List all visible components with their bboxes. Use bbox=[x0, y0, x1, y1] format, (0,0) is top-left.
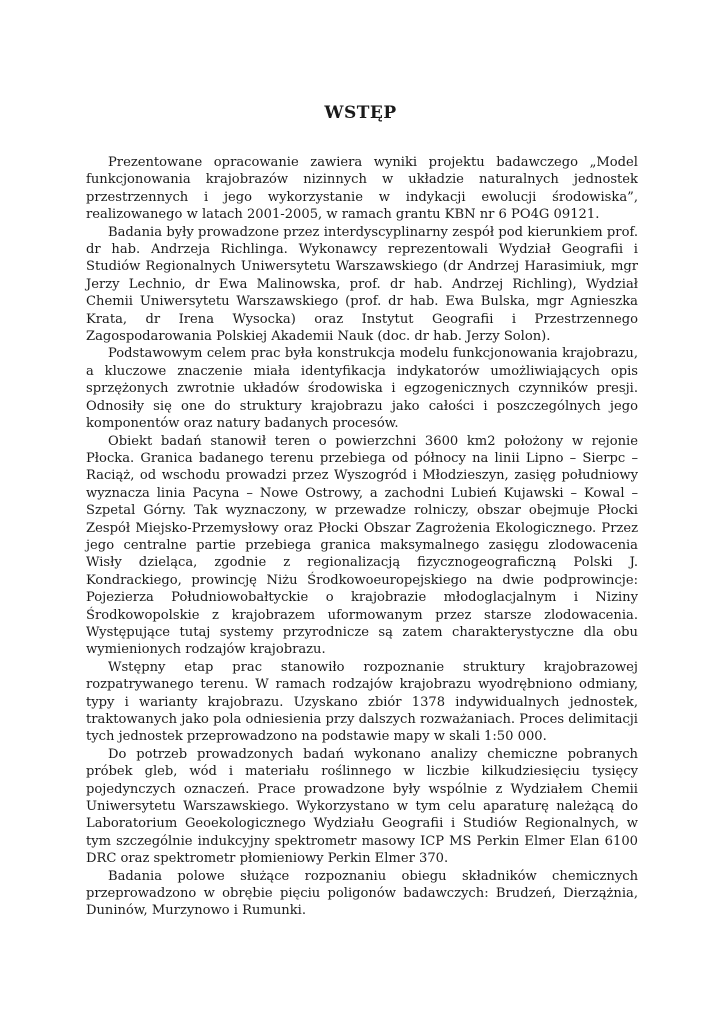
page-title: WSTĘP bbox=[324, 103, 397, 123]
paragraph-objective: Podstawowym celem prac była konstrukcja modelu funkcjonowania krajobrazu, a kluczowe znaczenie miała identyfikacja indykatorów umożliwiających opis sprzężonych zwrotnie układów środowiska i egzogenicznych czynników presji. Odnosiły się one do struktury krajobrazu jako całości i poszczególnych jego komponentów oraz natury badanych procesów. bbox=[86, 346, 638, 432]
paragraph-initial-stage: Wstępny etap prac stanowiło rozpoznanie struktury krajobrazowej rozpatrywanego terenu. W ramach rodzajów krajobrazu wyodrębniono odmiany, typy i warianty krajobrazu. Uzyskano zbiór 1378 indywidualnych jednostek, traktowanych jako pola odniesienia przy dalszych rozważaniach. Proces delimitacji tych jednostek przeprowadzono na podstawie mapy w skali 1:50 000. bbox=[86, 659, 638, 745]
paragraph-research-team: Badania były prowadzone przez interdyscyplinarny zespół pod kierunkiem prof. dr hab. Andrzeja Richlinga. Wykonawcy reprezentowali Wydział Geografii i Studiów Regionalnych Uniwersytetu Warszawskiego (dr Andrzej Harasimiuk, mgr Jerzy Lechnio, dr Ewa Malinowska, prof. dr hab. Andrzej Richling), Wydział Chemii Uniwersytetu Warszawskiego (prof. dr hab. Ewa Bulska, mgr Agnieszka Krata, dr Irena Wysocka) oraz Instytut Geografii i Przestrzennego Zagospodarowania Polskiej Akademii Nauk (doc. dr hab. Jerzy Solon). bbox=[86, 224, 638, 345]
paragraph-introduction: Prezentowane opracowanie zawiera wyniki projektu badawczego „Model funkcjonowania krajobrazów nizinnych w układzie naturalnych jednostek przestrzennych i jego wykorzystanie w indykacji ewolucji środowiska”, realizowanego w latach 2001-2005, w ramach grantu KBN nr 6 PO4G 09121. bbox=[86, 155, 638, 223]
paragraph-field-research: Badania polowe służące rozpoznaniu obiegu składników chemicznych przeprowadzono w obrębie pięciu poligonów badawczych: Brudzeń, Dierzążnia, Duninów, Murzynowo i Rumunki. bbox=[86, 868, 638, 919]
paragraph-chemical-analyses: Do potrzeb prowadzonych badań wykonano analizy chemiczne pobranych próbek gleb, wód i materiału roślinnego w liczbie kilkudziesięciu tysięcy pojedynczych oznaczeń. Prace prowadzone były wspólnie z Wydziałem Chemii Uniwersytetu Warszawskiego. Wykorzystano w tym celu aparaturę należącą do Laboratorium Geoekologicznego Wydziału Geografii i Studiów Regionalnych, w tym szczególnie indukcyjny spektrometr masowy ICP MS Perkin Elmer Elan 6100 DRC oraz spektrometr płomieniowy Perkin Elmer 370. bbox=[86, 746, 638, 867]
paragraph-study-area: Obiekt badań stanowił teren o powierzchni 3600 km2 położony w rejonie Płocka. Granica badanego terenu przebiega od północy na linii Lipno – Sierpc – Raciąż, od wschodu prowadzi przez Wyszogród i Młodzieszyn, zasięg południowy wyznacza linia Pacyna – Nowe Ostrowy, a zachodni Lubień Kujawski – Kowal – Szpetal Górny. Tak wyznaczony, w przewadze rolniczy, obszar obejmuje Płocki Zespół Miejsko-Przemysłowy oraz Płocki Obszar Zagrożenia Ekologicznego. Przez jego centralne partie przebiega granica maksymalnego zasięgu zlodowacenia Wisły dzieląca, zgodnie z regionalizacją fizycznogeograficzną Polski J. Kondrackiego, prowincję Niżu Środkowoeuropejskiego na dwie podprowincje: Pojezierza Południowobałtyckie o krajobrazie młodoglacjalnym i Niziny Środkowopolskie z krajobrazem uformowanym przez starsze zlodowacenia. Występujące tutaj systemy przyrodnicze są zatem charakterystyczne dla obu wymienionych rodzajów krajobrazu. bbox=[86, 433, 638, 658]
body-text bbox=[86, 154, 638, 920]
